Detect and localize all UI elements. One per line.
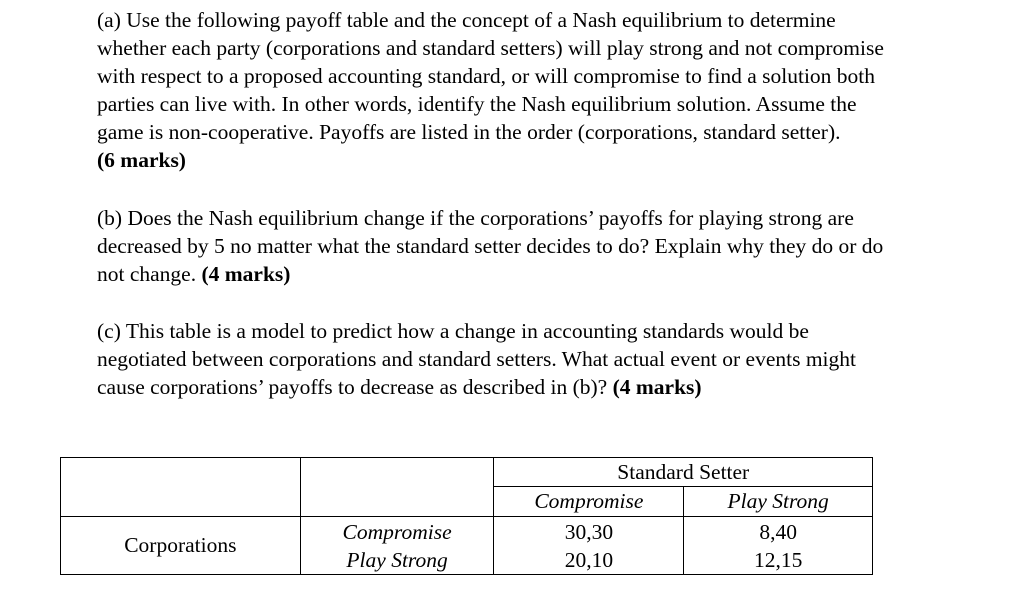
question-b	[97, 204, 883, 288]
column-player-label: Standard Setter	[617, 460, 750, 484]
row-strategy-play-strong: Play Strong	[346, 547, 448, 572]
question-c-line: cause corporations’ payoffs to decrease as described in (b)?	[97, 375, 613, 399]
payoff-cell: 20,10	[564, 547, 614, 572]
table-corner-cell	[61, 487, 301, 517]
question-a-line: whether each party (corporations and standard setters) will play strong and not compromise	[97, 36, 884, 60]
question-a-line: parties can live with. In other words, identify the Nash equilibrium solution. Assume the	[97, 92, 857, 116]
question-b-line: (b) Does the Nash equilibrium change if the corporations’ payoffs for playing strong are	[97, 206, 854, 230]
question-b-line: not change.	[97, 262, 202, 286]
payoff-cell: 12,15	[753, 547, 803, 572]
table-corner-cell	[300, 458, 494, 487]
question-b-line: decreased by 5 no matter what the standard setter decides to do? Explain why they do or do	[97, 234, 884, 258]
row-player-label: Corporations	[61, 517, 301, 575]
question-c-line: (c) This table is a model to predict how a change in accounting standards would be	[97, 319, 809, 343]
question-c-line: negotiated between corporations and standard setters. What actual event or events might	[97, 347, 857, 371]
payoff-cell: 30,30	[564, 519, 614, 544]
column-strategy-compromise: Compromise	[494, 487, 684, 517]
question-c	[97, 317, 856, 401]
question-a-line: (a) Use the following payoff table and the concept of a Nash equilibrium to determine	[97, 8, 836, 32]
question-b-marks: (4 marks)	[201, 262, 291, 286]
question-a-line: game is non-cooperative. Payoffs are listed in the order (corporations, standard setter).	[97, 120, 841, 144]
payoff-column-compromise	[494, 517, 684, 575]
payoff-column-play-strong	[684, 517, 873, 575]
column-strategy-play-strong: Play Strong	[684, 487, 873, 517]
payoff-cell: 8,40	[759, 519, 797, 544]
payoff-table	[60, 457, 873, 575]
table-corner-cell	[61, 458, 301, 487]
table-strategy-row	[61, 487, 873, 517]
question-a-line: with respect to a proposed accounting standard, or will compromise to find a solution both	[97, 64, 876, 88]
question-c-marks: (4 marks)	[612, 375, 702, 399]
table-row	[61, 517, 873, 575]
row-strategy-compromise: Compromise	[342, 519, 452, 544]
row-strategies-cell	[300, 517, 494, 575]
table-header-row	[61, 458, 873, 487]
column-player-header	[494, 458, 873, 487]
question-a	[97, 6, 884, 174]
table-corner-cell	[300, 487, 494, 517]
question-a-marks: (6 marks)	[97, 148, 186, 172]
